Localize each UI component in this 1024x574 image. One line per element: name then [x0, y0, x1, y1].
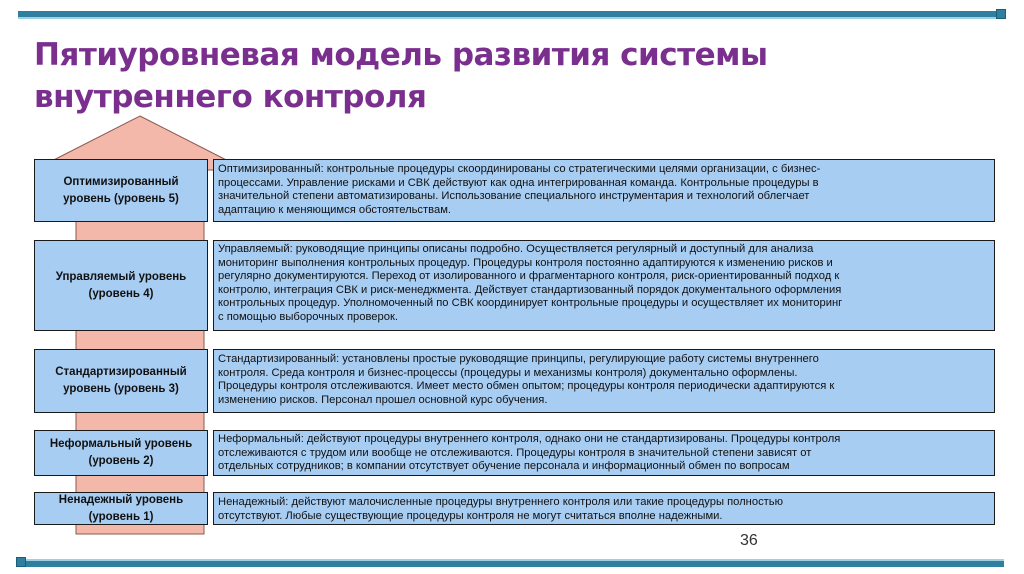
level-5-label [34, 159, 208, 222]
level-3-desc-line: изменению рисков. Персонал прошел основной курс обучения. [218, 393, 548, 406]
level-5-name-line-2: уровень (уровень 5) [63, 192, 179, 205]
level-4-description [213, 240, 995, 331]
level-5-desc-line: адаптацию к меняющимся обстоятельствам. [218, 203, 451, 216]
level-2-name-line-2: (уровень 2) [88, 455, 154, 467]
level-1-description [213, 492, 995, 525]
level-4-name-line-1: Управляемый уровень [55, 270, 187, 283]
level-4-desc-line: контрольных процедур. Уполномоченный по СВК координирует контрольные процедуры и осуществляет их мониторинг [218, 297, 843, 310]
level-5-desc-line: значительной степени автоматизированы. Использование специального инструментария и технологий облегчает [218, 190, 810, 203]
top-bar-end-square [996, 9, 1006, 19]
level-1-desc-line: Ненадежный: действуют малочисленные процедуры внутреннего контроля или такие процедуры полностью [218, 496, 784, 508]
level-2-desc-line: отслеживаются с трудом или вообще не отслеживаются. Процедуры контроля в значительной степени зависят от [218, 446, 812, 459]
level-2-desc-line: отдельных сотрудников; в компании отсутствует обучение персонала и информационный обмен по вопросам [218, 460, 790, 473]
title-line-2: внутреннего контроля [34, 79, 427, 115]
level-5-name-line-1: Оптимизированный [63, 175, 179, 188]
level-1-desc-line: отсутствуют. Любые существующие процедуры контроля не могут считаться вполне надежными. [218, 509, 723, 522]
level-3-name-line-2: уровень (уровень 3) [63, 383, 179, 395]
level-3-name-line-1: Стандартизированный [55, 366, 187, 378]
level-3-desc-line: Стандартизированный: установлены простые руководящие принципы, регулирующие работу системы внутреннего [218, 353, 819, 365]
level-3-desc-line: контроля. Среда контроля и бизнес-процессы (процедуры и механизмы контроля) документально оформлены. [218, 366, 798, 379]
level-4-name-line-2: (уровень 4) [88, 287, 154, 300]
level-1-name-line-2: (уровень 1) [88, 510, 154, 523]
level-5-desc-line: Оптимизированный: контрольные процедуры скоординированы со стратегическими целями организации, с бизнес- [218, 163, 821, 175]
level-2-label [34, 430, 208, 476]
level-2-name-line-1: Неформальный уровень [49, 438, 193, 450]
level-4-label [34, 240, 208, 331]
level-5-desc-line: процессами. Управление рисками и СВК действуют как одна интегрированная команда. Контрольные процедуры в [218, 176, 819, 189]
level-1-name-line-1: Ненадежный уровень [58, 493, 184, 506]
level-2-desc-line: Неформальный: действуют процедуры внутреннего контроля, однако они не стандартизированы. Процедуры контроля [218, 433, 841, 445]
level-3-description [213, 349, 995, 413]
level-4-desc-line: регулярно документируются. Переход от изолированного и фрагментарного контроля, риск-ориентированный подход к [218, 270, 840, 283]
level-3-label [34, 349, 208, 413]
level-2-description [213, 430, 995, 476]
level-4-desc-line: контролю, интеграция СВК и риск-менеджмента. Действует стандартизованный порядок документального оформления [218, 283, 842, 296]
level-5-description [213, 159, 995, 222]
level-1-label [34, 492, 208, 525]
level-3-desc-line: Процедуры контроля отслеживаются. Имеет место обмен опытом; процедуры контроля периодически адаптируются к [218, 380, 835, 393]
level-4-desc-line: Управляемый: руководящие принципы описаны подробно. Осуществляется регулярный и доступный для анализа [218, 243, 814, 255]
level-4-desc-line: с помощью выборочных проверок. [218, 310, 398, 323]
bottom-decorative-bar [22, 559, 1004, 567]
level-4-desc-line: мониторинг выполнения контрольных процедур. Процедуры контроля постоянно адаптируются к изменению рисков и [218, 256, 833, 269]
bottom-bar-end-square [16, 557, 26, 567]
title-line-1: Пятиуровневая модель развития системы [34, 37, 768, 73]
page-number: 36 [740, 532, 758, 549]
